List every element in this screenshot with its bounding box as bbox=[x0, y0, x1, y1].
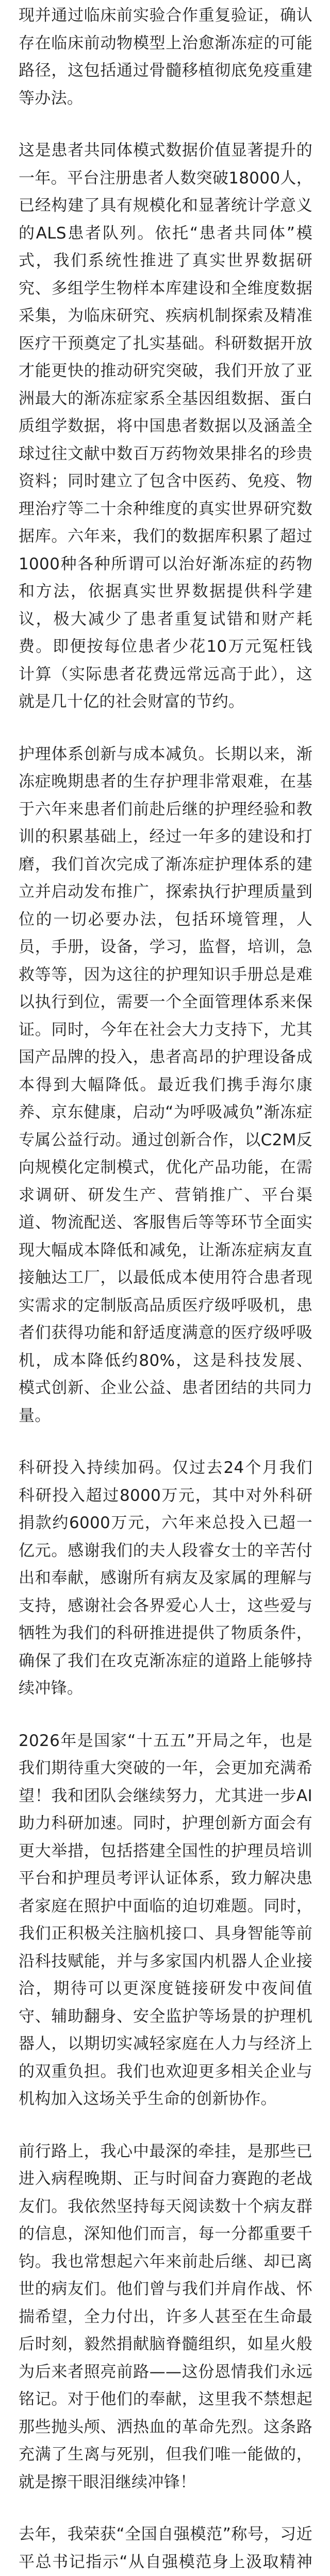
letter-paragraph-2: 这是患者共同体模式数据价值显著提升的一年。平台注册患者人数突破18000人，已经构建了具有规模化和显著统计学意义的ALS患者队列。依托“患者共同体”模式，我们系统性推进了真实世界数据研究、多组学生物样本库建设和全维度数据采集，为临床研究、疾病机制探索及精准医疗干预奠定了扎实基础。科研数据开放才能更快的推动研究突破，我们开放了亚洲最大的渐冻症家系全基因组数据、蛋白质组学数据，将中国患者数据以及涵盖全球过往文献中数百万药物效果排名的珍贵资料；同时建立了包含中医药、免疫、物理治疗等二十余种维度的真实世界研究数据库。六年来，我们的数据库积累了超过1000种各种所谓可以治好渐冻症的药物和方法，依据真实世界数据提供科学建议，极大减少了患者重复试错和财产耗费。即便按每位患者少花10万元冤枉钱计算（实际患者花费远常远高于此），这就是几十亿的社会财富的节约。 bbox=[19, 141, 312, 711]
letter-paragraph-6: 前行路上，我心中最深的牵挂，是那些已进入病程晚期、正与时间奋力赛跑的老战友们。我依然坚持每天阅读数十个病友群的信息，深知他们而言，每一分都重要千钧。我也常想起六年来前赴后继、却已离世的病友们。他们曾与我们并肩作战、怀揣希望，全力付出，许多人甚至在生命最后时刻，毅然捐献脑脊髓组织，如星火般为后来者照亮前路——这份恩情我们永远铭记。对于他们的奉献，这里我不禁想起那些抛头颅、洒热血的革命先烈。这条路充满了生离与死别，但我们唯一能做的，就是擦干眼泪继续冲锋！ bbox=[19, 2142, 312, 2492]
letter-paragraph-1: 现并通过临床前实验合作重复验证，确认存在临床前动物模型上治愈渐冻症的可能路径，这包括通过骨髓移植彻底免疫重建等办法。 bbox=[19, 6, 312, 108]
letter-paragraph-4: 科研投入持续加码。仅过去24个月我们科研投入超过8000万元，其中对外科研捐款约6000万元，六年来总投入已超一亿元。感谢我们的夫人段睿女士的辛苦付出和奉献，感谢所有病友及家属的理解与支持，感谢社会各界爱心人士，这些爱与牺牲为我们的科研推进提供了物质条件，确保了我们在攻克渐冻症的道路上能够持续冲锋。 bbox=[19, 1459, 312, 1698]
letter-paragraph-5: 2026年是国家“十五五”开局之年，也是我们期待重大突破的一年，会更加充满希望！我和团队会继续努力，尤其进一步AI助力科研加速。同时，护理创新方面会有更大举措，包括搭建全国性的护理员培训平台和护理员考评认证体系，致力解决患者家庭在照护中面临的迫切难题。同时，我们正积极关注脑机接口、具身智能等前沿科技赋能，并与多家国内机器人企业接洽，期待可以更深度链接研发中夜间值守、辅助翻身、安全监护等场景的护理机器人，以期切实减轻家庭在人力与经济上的双重负担。我们也欢迎更多相关企业与机构加入这场关乎生命的创新协作。 bbox=[19, 1731, 312, 2108]
letter-paragraph-7: 去年，我荣获“全国自强模范”称号，习近平总书记指示“从自强模范身上汲取精神 bbox=[19, 2525, 312, 2571]
letter-paragraph-3: 护理体系创新与成本减负。长期以来，渐冻症晚期患者的生存护理非常艰难，在基于六年来患者们前赴后继的护理经验和教训的积累基础上，经过一年多的建设和打磨，我们首次完成了渐冻症护理体系的建立并启动发布推广，探索执行护理质量到位的一切必要办法，包括环境管理，人员，手册，设备，学习，监督，培训，急救等等，因为这往的护理知识手册总是难以执行到位，需要一个全面管理体系来保证。同时，今年在社会大力支持下，尤其国产品牌的投入，患者高昂的护理设备成本得到大幅降低。最近我们携手海尔康养、京东健康，启动“为呼吸减负”渐冻症专属公益行动。通过创新合作，以C2M反向规模化定制模式，优化产品功能，在需求调研、研发生产、营销推广、平台渠道、物流配送、客服售后等等环节全面实现大幅成本降低和减免，让渐冻症病友直接触达工厂，以最低成本使用符合患者现实需求的定制版高品质医疗级呼吸机，患者们获得功能和舒适度满意的医疗级呼吸机，成本降低约80%，这是科技发展、模式创新、企业公益、患者团结的共同力量。 bbox=[19, 744, 312, 1425]
